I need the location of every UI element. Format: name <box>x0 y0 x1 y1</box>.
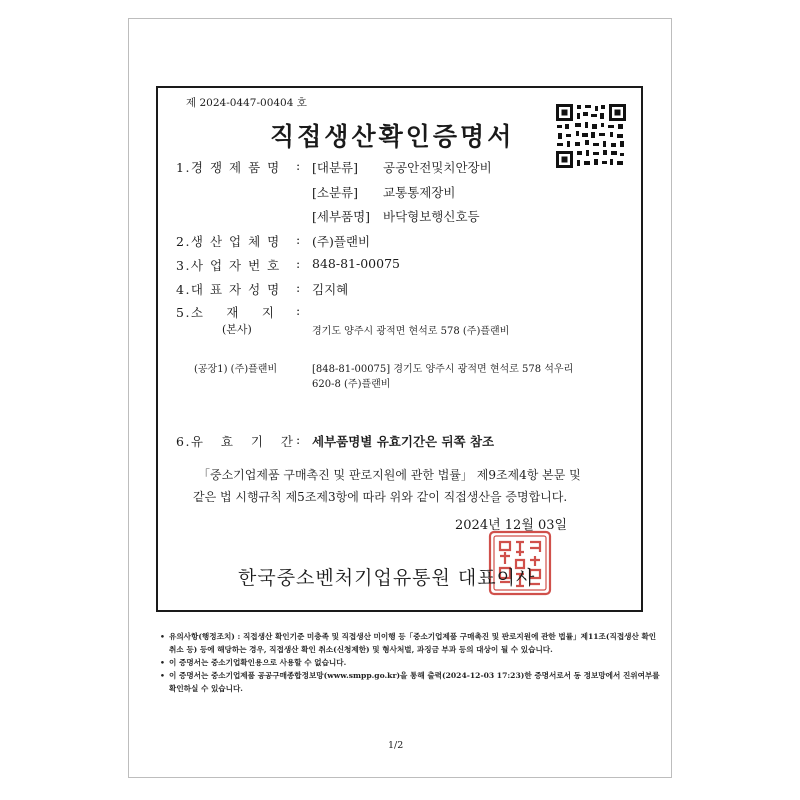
page-number: 1/2 <box>388 740 404 751</box>
company-colon: : <box>296 232 301 247</box>
note-text: 유의사항(행정조치) : 직접생산 확인기준 미충족 및 직접생산 미이행 등「중소기업제품 구매촉진 및 판로지원에 관한 법률」제11조(직접생산 확인 취소 등) 등에 해당하는 경우, 직접생산 확인 취소(신청제한) 및 형사처벌, 과징금 부과 등의 대상이 될 수 있습니다. <box>169 632 657 654</box>
note-item <box>160 656 660 669</box>
note-text: 이 증명서는 중소기업제품 공공구매종합정보망(www.smpp.go.kr)을 통해 출력(2024-12-03 17:23)한 증명서로서 동 정보망에서 진위여부를 확인하실 수 있습니다. <box>169 671 660 693</box>
validity-label: 6.유 효 기 간 <box>176 434 295 449</box>
notes-section <box>160 630 660 695</box>
company-label: 2.생 산 업 체 명 <box>176 234 281 249</box>
company-value: (주)플랜비 <box>312 234 371 249</box>
qr-code <box>555 103 627 169</box>
detail-product-tag: [세부품명] <box>312 209 371 224</box>
bullet-icon: • <box>160 632 165 641</box>
ceo-label: 4.대 표 자 성 명 <box>176 282 281 297</box>
major-category-tag: [대분류] <box>312 160 358 175</box>
ceo-colon: : <box>296 280 301 295</box>
statement-line-1: 「중소기업제품 구매촉진 및 판로지원에 관한 법률」 제9조제4항 본문 및 <box>198 468 581 482</box>
hq-address: 경기도 양주시 광적면 현석로 578 (주)플랜비 <box>312 326 510 337</box>
location-label: 5.소 재 지 <box>176 305 276 320</box>
business-number-label: 3.사 업 자 번 호 <box>176 258 281 273</box>
factory-label: (공장1) (주)플랜비 <box>194 364 278 375</box>
detail-product-value: 바닥형보행신호등 <box>383 209 480 224</box>
issue-date: 2024년 12월 03일 <box>455 518 568 533</box>
business-number-colon: : <box>296 256 301 271</box>
product-colon: : <box>296 158 301 173</box>
note-item <box>160 630 660 656</box>
ceo-value: 김지혜 <box>312 282 349 297</box>
certificate-title: 직접생산확인증명서 <box>270 122 515 151</box>
business-number-value: 848-81-00075 <box>312 256 400 271</box>
validity-value: 세부품명별 유효기간은 뒤쪽 참조 <box>312 434 495 449</box>
location-colon: : <box>296 303 301 318</box>
statement-line-2: 같은 법 시행규칙 제5조제3항에 따라 위와 같이 직접생산을 증명합니다. <box>193 490 568 504</box>
hq-label: (본사) <box>222 323 252 336</box>
minor-category-tag: [소분류] <box>312 185 358 200</box>
bullet-icon: • <box>160 671 165 680</box>
issuer-name: 한국중소벤처기업유통원 대표이사 <box>238 567 536 589</box>
product-label: 1.경 쟁 제 품 명 <box>176 160 281 175</box>
major-category-value: 공공안전및치안장비 <box>383 160 492 175</box>
minor-category-value: 교통통제장비 <box>383 185 456 200</box>
note-item <box>160 669 660 695</box>
validity-colon: : <box>296 432 301 447</box>
factory-address-line2: 620-8 (주)플랜비 <box>312 379 391 390</box>
bullet-icon: • <box>160 658 165 667</box>
note-text: 이 증명서는 중소기업확인용으로 사용할 수 없습니다. <box>169 658 347 667</box>
factory-address-line1: [848-81-00075] 경기도 양주시 광적면 현석로 578 석우리 <box>312 364 574 375</box>
certificate-number: 제 2024-0447-00404 호 <box>186 97 307 109</box>
